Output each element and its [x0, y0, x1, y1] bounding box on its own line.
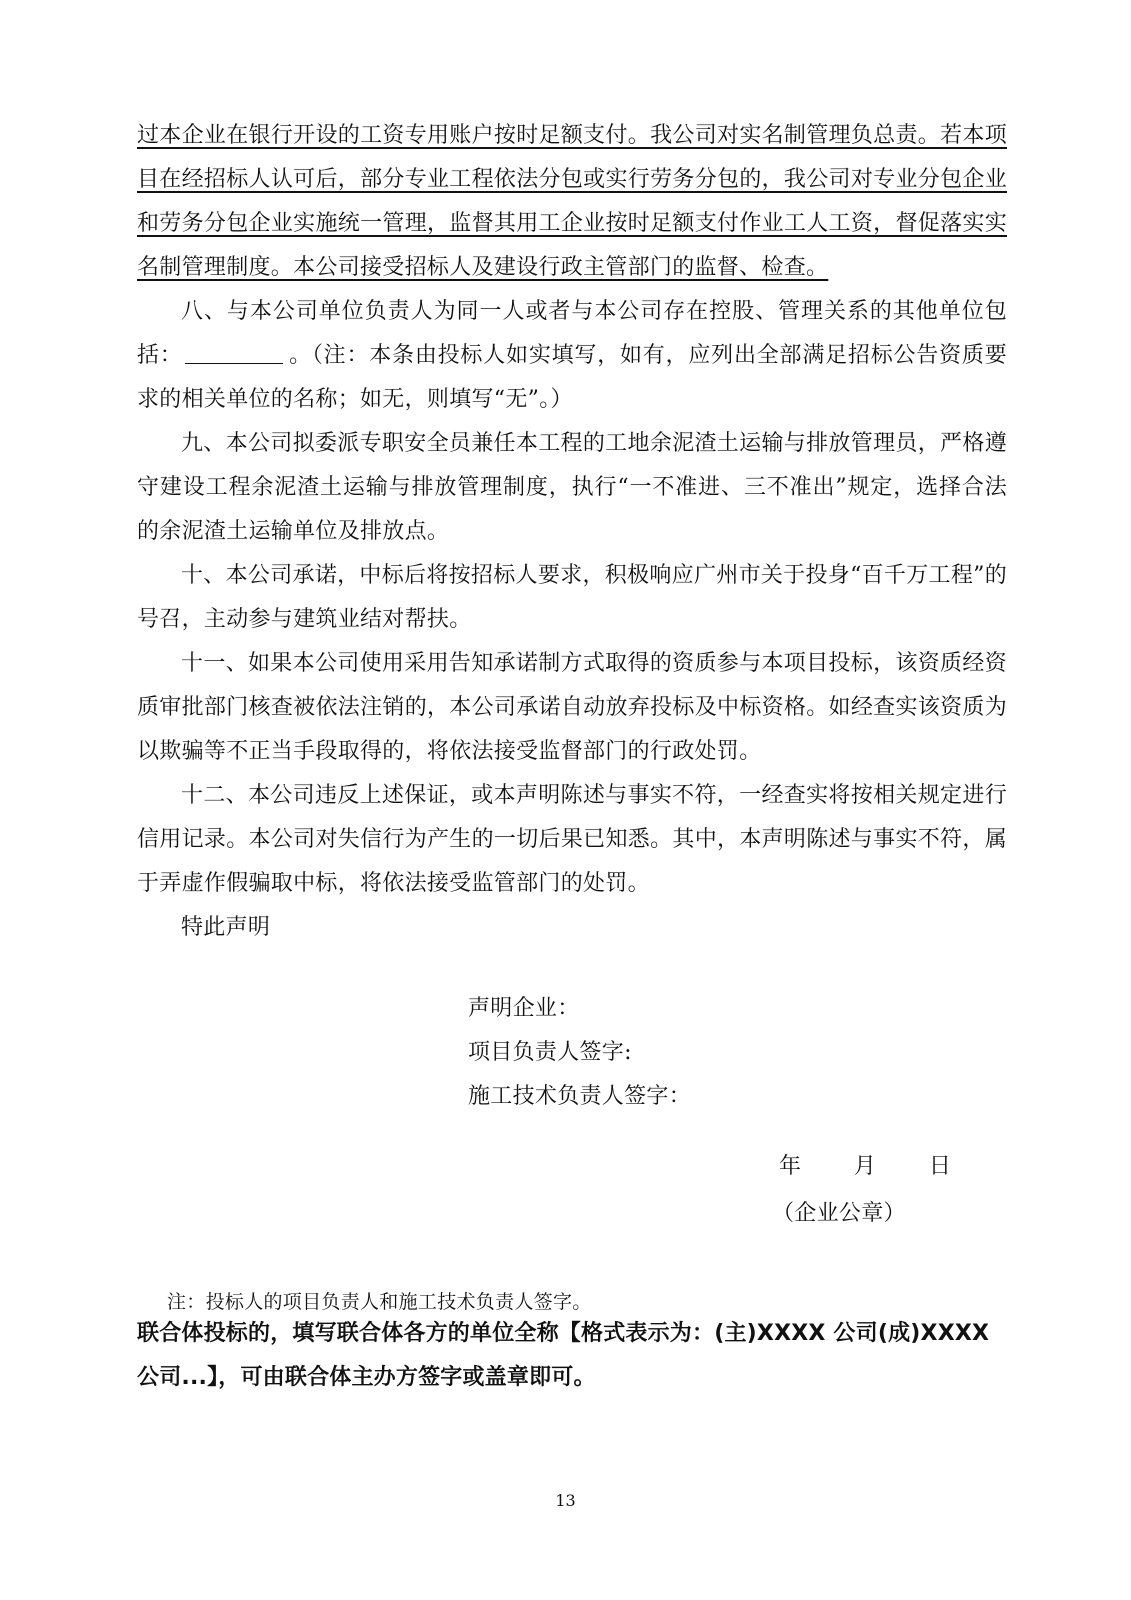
page-number: 13 — [555, 1491, 576, 1510]
signature-date — [779, 1149, 951, 1180]
paragraph-item-8 — [137, 290, 1007, 422]
item-8-text: 八、与本公司单位负责人为同一人或者与本公司存在控股、管理关系的其他单位包括： — [137, 299, 1007, 368]
consortium-note: 联合体投标的，填写联合体各方的单位全称【格式表示为：(主)XXXX 公司(成)XXXX 公司...】，可由联合体主办方签字或盖章即可。 — [137, 1321, 990, 1390]
company-seal-label: （企业公章） — [772, 1201, 906, 1226]
item-8-note: 。（注：本条由投标人如实填写，如有，应列出全部满足招标公告资质要求的相关单位的名称；如无，则填写“无”。） — [137, 343, 1007, 412]
date-month: 月 — [853, 1154, 877, 1179]
signature-company-label: 声明企业： — [468, 996, 580, 1021]
date-year: 年 — [779, 1154, 802, 1179]
declaration-body — [137, 114, 1007, 950]
date-day: 日 — [928, 1154, 952, 1179]
paragraph-item-12: 十二、本公司违反上述保证，或本声明陈述与事实不符，一经查实将按相关规定进行信用记录。本公司对失信行为产生的一切后果已知悉。其中，本声明陈述与事实不符，属于弄虚作假骗取中标，将依法接受监管部门的处罚。 — [137, 783, 1007, 896]
signature-tech-label: 施工技术负责人签字： — [468, 1084, 692, 1109]
paragraph-continuation: 过本企业在银行开设的工资专用账户按时足额支付。我公司对实名制管理负总责。若本项目在经招标人认可后，部分专业工程依法分包或实行劳务分包的，我公司对专业分包企业和劳务分包企业实施统一管理，监督其用工企业按时足额支付作业工人工资，督促落实实名制管理制度。本公司接受招标人及建设行政主管部门的监督、检查。 — [137, 123, 1007, 280]
paragraph-item-11: 十一、如果本公司使用采用告知承诺制方式取得的资质参与本项目投标，该资质经资质审批部门核查被依法注销的，本公司承诺自动放弃投标及中标资格。如经查实该资质为以欺骗等不正当手段取得的，将依法接受监督部门的行政处罚。 — [137, 651, 1007, 764]
signature-pm-label: 项目负责人签字: — [468, 1040, 632, 1065]
closing-statement: 特此声明 — [181, 915, 271, 940]
signature-note: 注：投标人的项目负责人和施工技术负责人签字。 — [167, 1291, 592, 1313]
paragraph-item-10: 十、本公司承诺，中标后将按招标人要求，积极响应广州市关于投身“百千万工程”的号召，主动参与建筑业结对帮扶。 — [137, 563, 1007, 632]
fill-in-blank[interactable] — [185, 339, 283, 364]
paragraph-item-9: 九、本公司拟委派专职安全员兼任本工程的工地余泥渣土运输与排放管理员，严格遵守建设工程余泥渣土运输与排放管理制度，执行“一不准进、三不准出”规定，选择合法的余泥渣土运输单位及排放点。 — [137, 431, 1007, 544]
